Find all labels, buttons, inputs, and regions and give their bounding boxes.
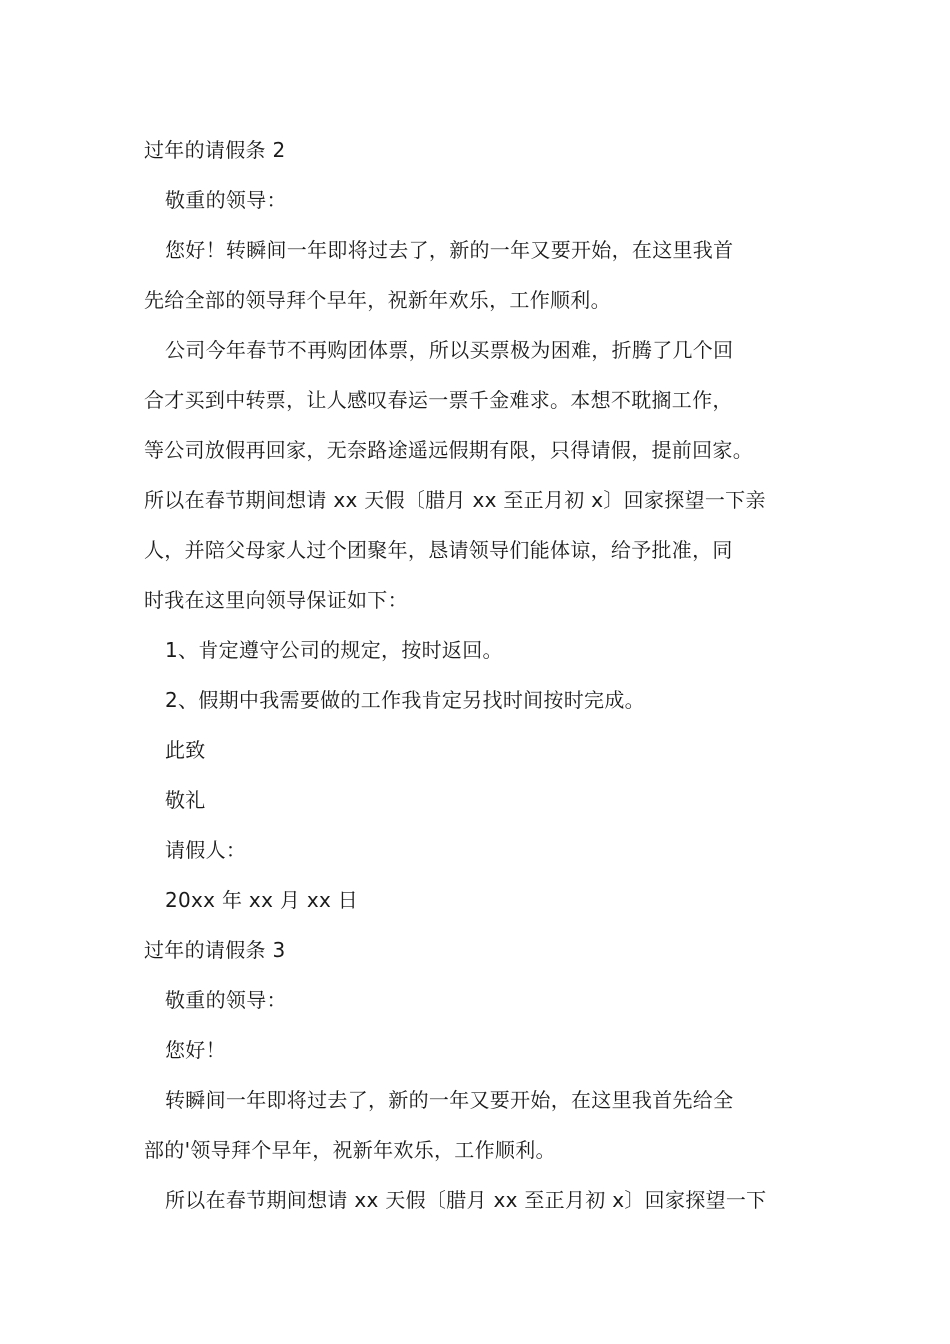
body-line: 公司今年春节不再购团体票，所以买票极为困难，折腾了几个回 <box>165 338 734 362</box>
body-line: 时我在这里向领导保证如下： <box>144 588 408 612</box>
body-line: 所以在春节期间想请 xx 天假〔腊月 xx 至正月初 x〕回家探望一下亲 <box>144 488 766 512</box>
body-line: 转瞬间一年即将过去了，新的一年又要开始，在这里我首先给全 <box>165 1088 734 1112</box>
body-line: 部的'领导拜个早年，祝新年欢乐，工作顺利。 <box>144 1138 556 1162</box>
closing-line: 此致 <box>165 738 206 762</box>
body-line: 您好！转瞬间一年即将过去了，新的一年又要开始，在这里我首 <box>165 238 734 262</box>
body-line: 合才买到中转票，让人感叹春运一票千金难求。本想不耽搁工作， <box>144 388 733 412</box>
list-item: 1、肯定遵守公司的规定，按时返回。 <box>165 638 503 662</box>
body-line: 所以在春节期间想请 xx 天假〔腊月 xx 至正月初 x〕回家探望一下 <box>165 1188 767 1212</box>
closing-line: 敬礼 <box>165 788 206 812</box>
body-line: 先给全部的领导拜个早年，祝新年欢乐，工作顺利。 <box>144 288 611 312</box>
greeting-line: 您好！ <box>165 1038 226 1062</box>
signature-label: 请假人： <box>165 838 247 862</box>
body-line: 人，并陪父母家人过个团聚年，恳请领导们能体谅，给予批准，同 <box>144 538 733 562</box>
body-line: 等公司放假再回家，无奈路途遥远假期有限，只得请假，提前回家。 <box>144 438 753 462</box>
date-line: 20xx 年 xx 月 xx 日 <box>165 888 359 912</box>
section-title: 过年的请假条 2 <box>144 138 286 162</box>
salutation: 敬重的领导： <box>165 188 287 212</box>
list-item: 2、假期中我需要做的工作我肯定另找时间按时完成。 <box>165 688 645 712</box>
salutation: 敬重的领导： <box>165 988 287 1012</box>
section-title: 过年的请假条 3 <box>144 938 286 962</box>
